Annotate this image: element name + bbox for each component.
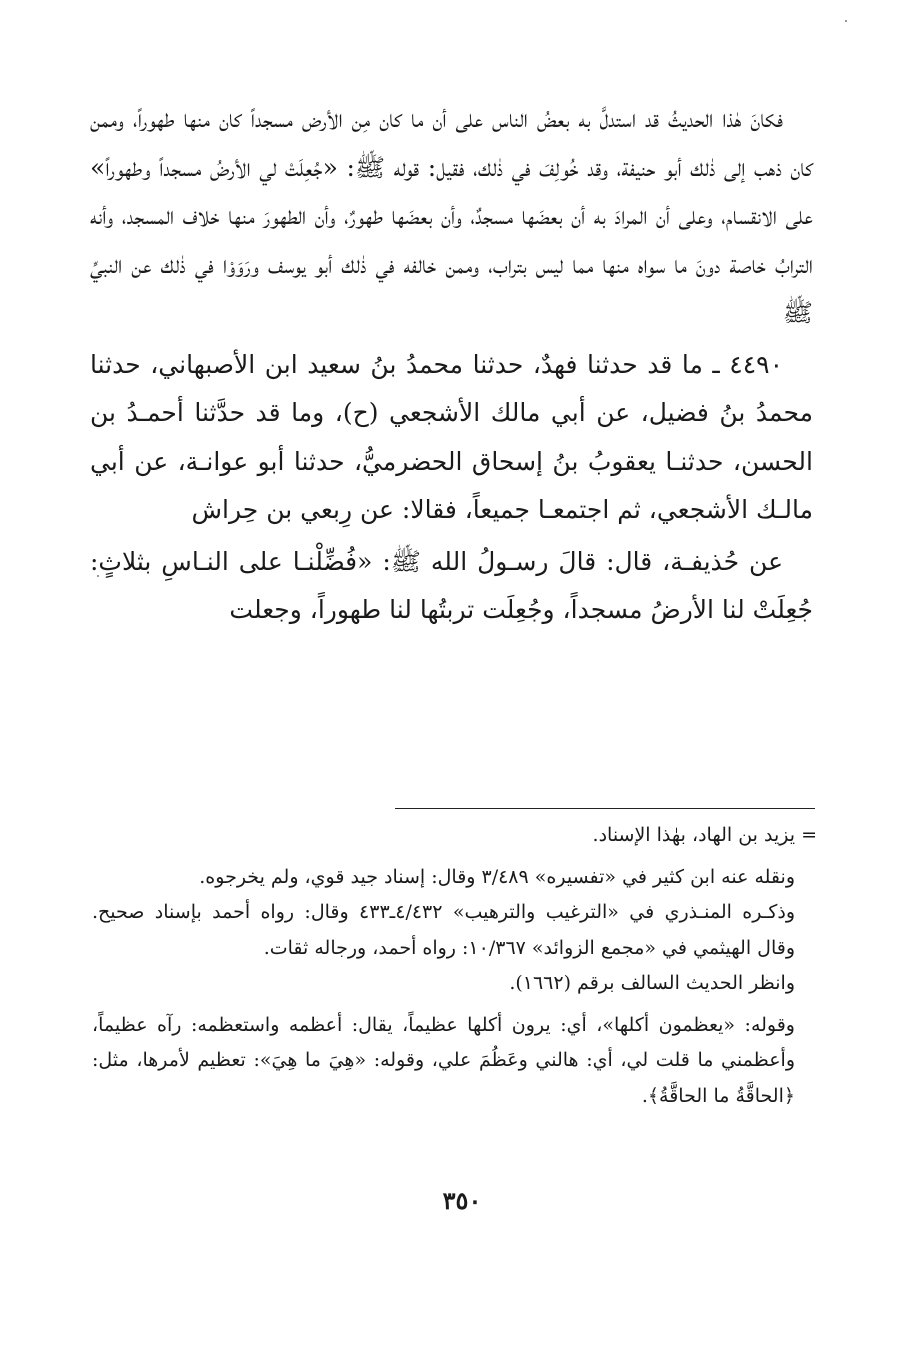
- main-text: [90, 95, 813, 638]
- paragraph-text: عن حُذيفـة، قال: قالَ رسـولُ الله ﷺ: «فُضِّلْنـا على النـاسِ بثلاثٍ: جُعِلَتْ لنا الأرضُ مسجداً، وجُعِلَت تربتُها لنا طهوراً، وجعلت: [90, 546, 813, 624]
- footnote-paragraph: وذكـره المنـذري في «الترغيب والترهيب» ٤/٤٣٢ـ٤٣٣ وقال: رواه أحمد بإسناد صحيح. وقال الهيثمي في «مجمع الزوائد» ١٠/٣٦٧: رواه أحمد، ورجاله ثقات.: [92, 901, 795, 959]
- footnotes-section: [92, 818, 817, 1114]
- footnote-paragraph: ونقله عنه ابن كثير في «تفسيره» ٣/٤٨٩ وقال: إسناد جيد قوي، ولم يخرجوه.: [199, 865, 795, 888]
- paragraph-text: فكانَ هٰذا الحديثُ قد استدلَّ به بعضُ الناس على أن ما كان مِن الأرض مسجداً كان منها طهوراً، وممن كان ذهب إلى ذٰلك أبو حنيفة، وقد خُولِفَ في ذٰلك، فقيل: قوله ﷺ: «جُعِلَتْ لي الأرضُ مسجداً وطهوراً» على الانقسام، وعلى أن المرادَ به أن بعضَها مسجدٌ، وأن بعضَها طهورٌ، وأن الطهورَ منها خلاف المسجد، وأنه الترابُ خاصة دونَ ما سواه منها مما ليس بتراب، وممن خالفه في ذٰلك أبو يوسف ورَوَوْا في ذٰلك عن النبيِّ ﷺ: [90, 104, 813, 327]
- footnote-paragraph: وانظر الحديث السالف برقم (١٦٦٢).: [509, 972, 795, 994]
- scan-speck: [845, 20, 847, 22]
- paragraph-commentary: [90, 95, 813, 338]
- footnote-divider: [395, 808, 815, 809]
- footnote-paragraph: وقوله: «يعظمون أكلها»، أي: يرون أكلها عظيماً، يقال: أعظمه واستعظمه: رآه عظيماً، وأعظمني ما قلت لي، أي: هالني وعَظُمَ علي، وقوله: «هِيَ ما هِيَ»: تعظيم لأمرها، مثل: ﴿الحاقَّةُ ما الحاقَّةُ﴾.: [92, 1013, 795, 1107]
- footnote-continuation: = يزيد بن الهاد، بهٰذا الإسناد.: [592, 824, 817, 846]
- page-number: ٣٥٠: [442, 1186, 482, 1215]
- paragraph-hadith-isnad: [90, 341, 813, 535]
- paragraph-text: ٤٤٩٠ ـ ما قد حدثنا فهدٌ، حدثنا محمدُ بنُ سعيد ابن الأصبهاني، حدثنا محمدُ بنُ فضيل، عن أبي مالك الأشجعي (ح)، وما قد حدَّثنا أحمـدُ بن الحسن، حدثنـا يعقوبُ بنُ إسحاق الحضرميُّ، حدثنا أبو عوانـة، عن أبي مالـك الأشجعي، ثم اجتمعـا جميعاً، فقالا: عن رِبعي بن حِراش: [90, 349, 813, 524]
- paragraph-hadith-matn: [90, 538, 813, 635]
